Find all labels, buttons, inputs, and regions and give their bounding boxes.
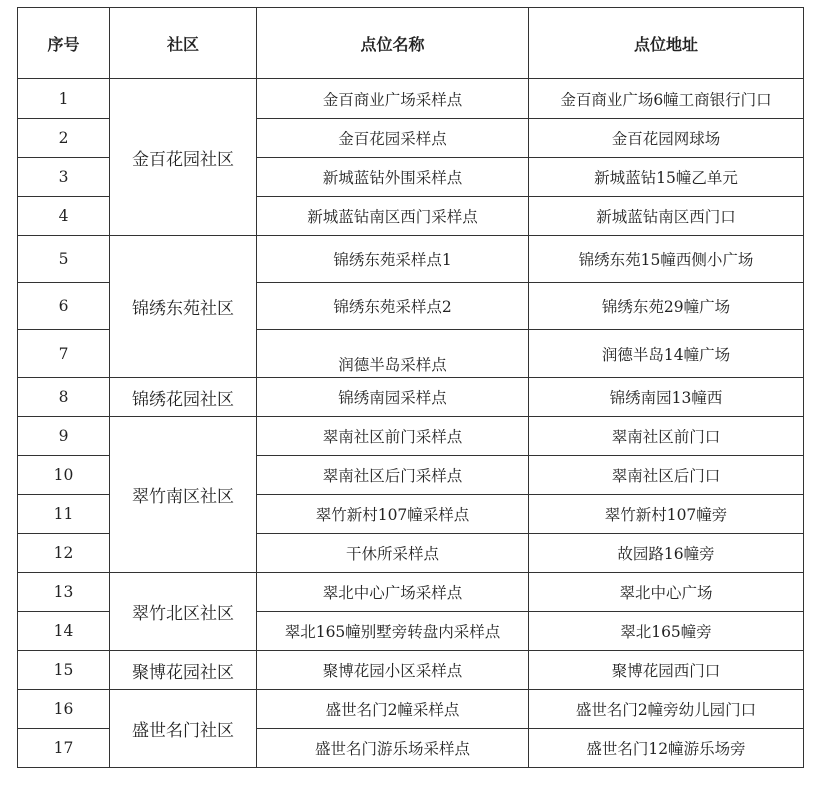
point-name: 金百商业广场采样点 bbox=[257, 79, 529, 119]
point-address: 金百商业广场6幢工商银行门口 bbox=[529, 79, 804, 119]
community-cell: 翠竹北区社区 bbox=[110, 573, 257, 651]
header-community: 社区 bbox=[110, 8, 257, 79]
point-address: 盛世名门12幢游乐场旁 bbox=[529, 729, 804, 768]
sampling-points-table bbox=[17, 7, 804, 768]
row-index: 12 bbox=[18, 534, 110, 573]
point-name: 翠竹新村107幢采样点 bbox=[257, 495, 529, 534]
point-name: 锦绣南园采样点 bbox=[257, 378, 529, 417]
row-index: 10 bbox=[18, 456, 110, 495]
point-name: 锦绣东苑采样点2 bbox=[257, 283, 529, 330]
row-index: 13 bbox=[18, 573, 110, 612]
point-address: 新城蓝钻15幢乙单元 bbox=[529, 158, 804, 197]
point-address: 金百花园网球场 bbox=[529, 119, 804, 158]
point-name: 翠南社区后门采样点 bbox=[257, 456, 529, 495]
header-index: 序号 bbox=[18, 8, 110, 79]
row-index: 16 bbox=[18, 690, 110, 729]
row-index: 2 bbox=[18, 119, 110, 158]
point-address: 锦绣南园13幢西 bbox=[529, 378, 804, 417]
point-address: 锦绣东苑29幢广场 bbox=[529, 283, 804, 330]
row-index: 9 bbox=[18, 417, 110, 456]
table-row bbox=[18, 236, 804, 283]
header-point-address: 点位地址 bbox=[529, 8, 804, 79]
point-address: 翠南社区前门口 bbox=[529, 417, 804, 456]
point-name: 金百花园采样点 bbox=[257, 119, 529, 158]
row-index: 7 bbox=[18, 330, 110, 378]
row-index: 14 bbox=[18, 612, 110, 651]
point-address: 翠北中心广场 bbox=[529, 573, 804, 612]
point-name: 盛世名门游乐场采样点 bbox=[257, 729, 529, 768]
row-index: 1 bbox=[18, 79, 110, 119]
row-index: 6 bbox=[18, 283, 110, 330]
table-row bbox=[18, 690, 804, 729]
community-cell: 锦绣花园社区 bbox=[110, 378, 257, 417]
point-address: 新城蓝钻南区西门口 bbox=[529, 197, 804, 236]
community-cell: 金百花园社区 bbox=[110, 79, 257, 236]
point-address: 故园路16幢旁 bbox=[529, 534, 804, 573]
point-name: 锦绣东苑采样点1 bbox=[257, 236, 529, 283]
header-point-name: 点位名称 bbox=[257, 8, 529, 79]
table-header-row bbox=[18, 8, 804, 79]
point-name: 新城蓝钻南区西门采样点 bbox=[257, 197, 529, 236]
row-index: 8 bbox=[18, 378, 110, 417]
row-index: 5 bbox=[18, 236, 110, 283]
row-index: 17 bbox=[18, 729, 110, 768]
community-cell: 盛世名门社区 bbox=[110, 690, 257, 768]
point-name: 新城蓝钻外围采样点 bbox=[257, 158, 529, 197]
row-index: 15 bbox=[18, 651, 110, 690]
community-cell: 锦绣东苑社区 bbox=[110, 236, 257, 378]
point-name: 干休所采样点 bbox=[257, 534, 529, 573]
point-name: 盛世名门2幢采样点 bbox=[257, 690, 529, 729]
row-index: 3 bbox=[18, 158, 110, 197]
table-row bbox=[18, 378, 804, 417]
point-address: 翠南社区后门口 bbox=[529, 456, 804, 495]
point-address: 翠竹新村107幢旁 bbox=[529, 495, 804, 534]
table-row bbox=[18, 417, 804, 456]
point-address: 翠北165幢旁 bbox=[529, 612, 804, 651]
community-cell: 翠竹南区社区 bbox=[110, 417, 257, 573]
community-cell: 聚博花园社区 bbox=[110, 651, 257, 690]
point-name: 润德半岛采样点 bbox=[257, 330, 529, 378]
point-address: 聚博花园西门口 bbox=[529, 651, 804, 690]
table-row bbox=[18, 79, 804, 119]
point-name: 聚博花园小区采样点 bbox=[257, 651, 529, 690]
table-row bbox=[18, 573, 804, 612]
point-name: 翠南社区前门采样点 bbox=[257, 417, 529, 456]
point-address: 盛世名门2幢旁幼儿园门口 bbox=[529, 690, 804, 729]
row-index: 4 bbox=[18, 197, 110, 236]
point-address: 润德半岛14幢广场 bbox=[529, 330, 804, 378]
point-address: 锦绣东苑15幢西侧小广场 bbox=[529, 236, 804, 283]
point-name: 翠北165幢别墅旁转盘内采样点 bbox=[257, 612, 529, 651]
row-index: 11 bbox=[18, 495, 110, 534]
table-row bbox=[18, 651, 804, 690]
point-name: 翠北中心广场采样点 bbox=[257, 573, 529, 612]
